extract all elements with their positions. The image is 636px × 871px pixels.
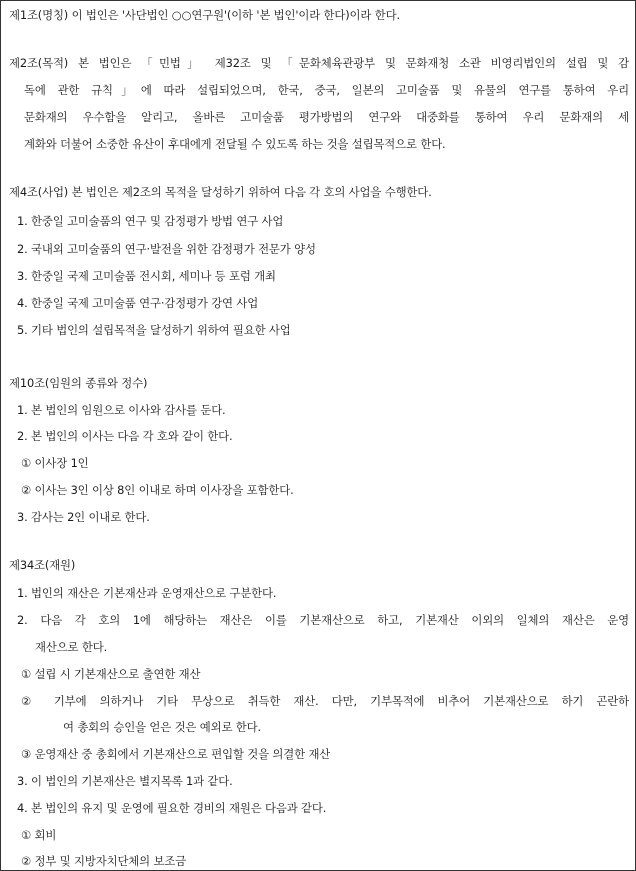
article-2-line-4: 계화와 더불어 소중한 유산이 후대에게 전달될 수 있도록 하는 것을 설립목적으로 한다. — [24, 137, 446, 151]
article-34-item-3: 3. 이 법인의 기본재산은 별지목록 1과 같다. — [17, 774, 233, 788]
article-34-sub-4-1: ① 회비 — [21, 828, 57, 842]
article-10-item-2: 2. 본 법인의 이사는 다음 각 호와 같이 한다. — [17, 429, 233, 443]
article-4-item-2: 2. 국내외 고미술품의 연구·발전을 위한 감정평가 전문가 양성 — [17, 242, 316, 256]
article-4-item-3: 3. 한중일 국제 고미술품 전시회, 세미나 등 포럼 개최 — [17, 269, 276, 283]
article-34-heading: 제34조(재원) — [9, 558, 76, 572]
article-2-line-3: 문화재의 우수함을 알리고, 올바른 고미술품 평가방법의 연구와 대중화를 통하여 우리 문화재의 세 — [24, 110, 629, 124]
article-10-item-3: 3. 감사는 2인 이내로 한다. — [17, 510, 150, 524]
article-34-sub-2-line-1: ② 기부에 의하거나 기타 무상으로 취득한 재산. 다만, 기부목적에 비추어 기본재산으로 하기 곤란하 — [21, 694, 629, 708]
article-34-item-2-line-2: 재산으로 한다. — [35, 640, 108, 654]
article-4-heading: 제4조(사업) 본 법인은 제2조의 목적을 달성하기 위하여 다음 각 호의 사업을 수행한다. — [9, 185, 432, 199]
article-34-item-4: 4. 본 법인의 유지 및 운영에 필요한 경비의 재원은 다음과 같다. — [17, 801, 327, 815]
article-34-sub-4-2: ② 정부 및 지방자치단체의 보조금 — [21, 854, 187, 868]
article-34-sub-3: ③ 운영재산 중 총회에서 기본재산으로 편입할 것을 의결한 재산 — [21, 747, 331, 761]
article-4-item-5: 5. 기타 법인의 설립목적을 달성하기 위하여 필요한 사업 — [17, 323, 291, 337]
article-10-sub-1: ① 이사장 1인 — [21, 456, 89, 470]
article-4-item-4: 4. 한중일 국제 고미술품 연구·감정평가 강연 사업 — [17, 296, 259, 310]
article-1-text: 제1조(명칭) 이 법인은 '사단법인 ○○연구원'(이하 '본 법인'이라 한다)이라 한다. — [9, 8, 400, 22]
article-34-sub-1: ① 설립 시 기본재산으로 출연한 재산 — [21, 667, 201, 681]
article-2-line-2: 독에 관한 규칙」에 따라 설립되었으며, 한국, 중국, 일본의 고미술품 및 유물의 연구를 통하여 우리 — [24, 83, 629, 97]
article-10-heading: 제10조(임원의 종류와 정수) — [9, 376, 148, 390]
article-10-item-1: 1. 본 법인의 임원으로 이사와 감사를 둔다. — [17, 403, 226, 417]
article-10-sub-2: ② 이사는 3인 이상 8인 이내로 하며 이사장을 포함한다. — [21, 483, 294, 497]
article-34-item-1: 1. 법인의 재산은 기본재산과 운영재산으로 구분한다. — [17, 586, 277, 600]
article-4-item-1: 1. 한중일 고미술품의 연구 및 감정평가 방법 연구 사업 — [17, 214, 284, 228]
article-2-line-1: 제2조(목적) 본 법인은 「민법」 제32조 및 「문화체육관광부 및 문화재청 소관 비영리법인의 설립 및 감 — [9, 56, 629, 70]
article-34-item-2-line-1: 2. 다음 각 호의 1에 해당하는 재산은 이를 기본재산으로 하고, 기본재산 이외의 일체의 재산은 운영 — [17, 613, 629, 627]
article-34-sub-2-line-2: 여 총회의 승인을 얻은 것은 예외로 한다. — [63, 720, 261, 734]
